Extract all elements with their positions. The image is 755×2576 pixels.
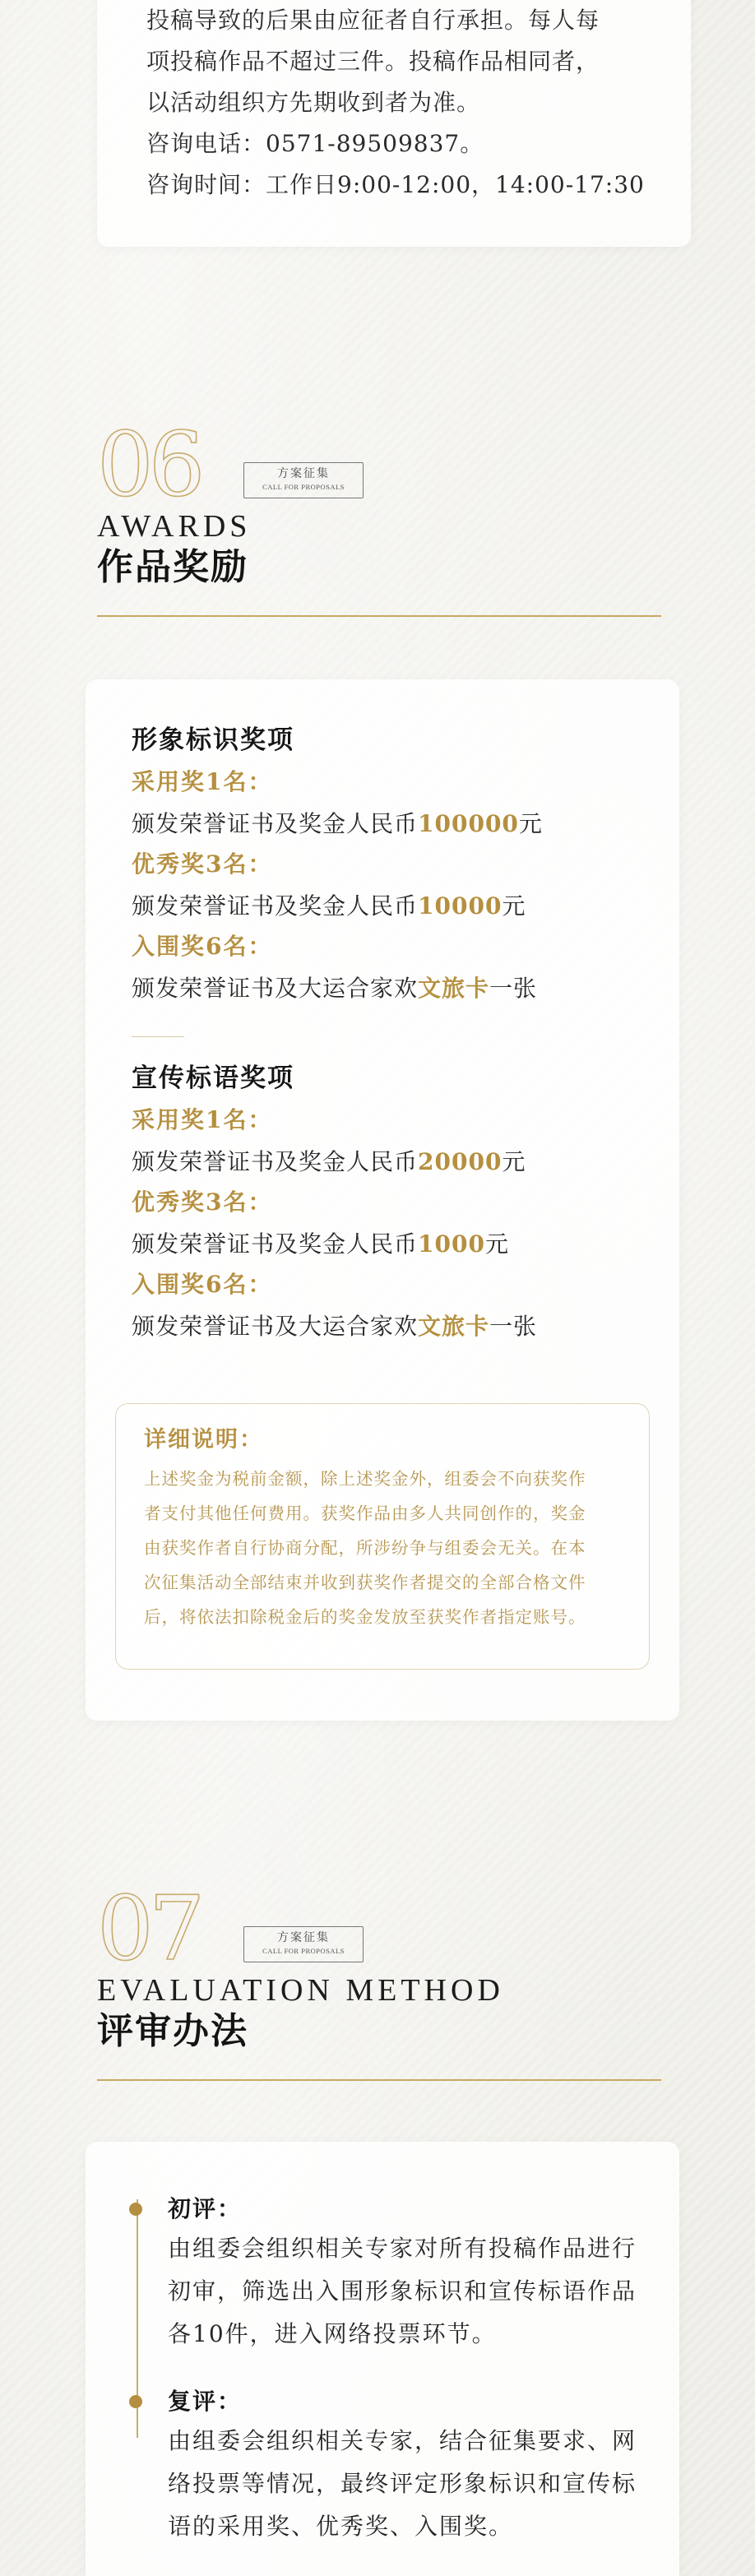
awards-section-header <box>97 414 661 622</box>
prize-description <box>132 883 633 929</box>
award-group-title: 形象标识奖项 <box>132 725 294 755</box>
prize-desc-suffix: 元 <box>484 1230 509 1258</box>
section-title-en: EVALUATION METHOD <box>97 1973 504 2008</box>
prize-amount: 文旅卡 <box>418 975 490 1002</box>
step-line: 由组委会组织相关专家对所有投稿作品进行 <box>168 2235 637 2262</box>
timeline-dot-icon <box>129 2395 142 2408</box>
step-line: 语的采用奖、优秀奖、入围奖。 <box>168 2513 514 2540</box>
prize-amount: 1000 <box>418 1230 485 1258</box>
details-note-box <box>115 1403 650 1670</box>
paragraph-line: 投稿导致的后果由应征者自行承担。每人每 <box>146 7 600 34</box>
step-line: 初审，筛选出入围形象标识和宣传标语作品 <box>168 2277 637 2305</box>
timeline-dot-icon <box>129 2203 142 2216</box>
note-line: 次征集活动全部结束并收到获奖作者提交的全部合格文件 <box>144 1573 586 1592</box>
prize-desc-suffix: 元 <box>502 892 526 920</box>
section-number: 06 <box>97 414 201 517</box>
section-divider <box>97 2079 661 2081</box>
evaluation-card <box>86 2142 679 2576</box>
award-group-title: 宣传标语奖项 <box>132 1063 294 1093</box>
evaluation-step <box>168 2191 638 2356</box>
section-tag-en: CALL FOR PROPOSALS <box>262 1947 345 1955</box>
prize-description <box>132 1221 633 1267</box>
prize-name: 优秀奖3名： <box>132 850 273 878</box>
prize-name: 采用奖1名： <box>132 768 273 795</box>
note-line: 上述奖金为税前金额，除上述奖金外，组委会不向获奖作 <box>144 1469 586 1489</box>
prize-name: 入围奖6名： <box>132 933 273 960</box>
paragraph-line: 以活动组织方先期收到者为准。 <box>146 89 481 116</box>
step-line: 由组委会组织相关专家，结合征集要求、网 <box>168 2427 637 2454</box>
contact-phone: 咨询电话：0571-89509837。 <box>146 130 484 157</box>
award-group <box>132 1060 633 1350</box>
section-tag-cn: 方案征集 <box>277 1931 330 1944</box>
section-tag <box>243 1926 364 1962</box>
section-tag <box>243 462 364 498</box>
prize-description <box>132 801 633 847</box>
contact-card <box>97 0 691 247</box>
prize-amount: 10000 <box>418 892 503 920</box>
section-divider <box>97 615 661 617</box>
prize-name: 采用奖1名： <box>132 1106 273 1133</box>
prize-description <box>132 1139 633 1185</box>
section-tag-cn: 方案征集 <box>277 467 330 480</box>
section-title-cn: 作品奖励 <box>97 546 248 588</box>
section-tag-en: CALL FOR PROPOSALS <box>262 483 345 491</box>
prize-description <box>132 966 633 1012</box>
evaluation-step <box>168 2384 638 2548</box>
prize-desc-text: 颁发荣誉证书及奖金人民币 <box>132 1230 419 1258</box>
prize-desc-text: 颁发荣誉证书及奖金人民币 <box>132 1148 419 1175</box>
prize-desc-text: 颁发荣誉证书及奖金人民币 <box>132 810 419 837</box>
prize-amount: 文旅卡 <box>418 1313 490 1340</box>
prize-desc-text: 颁发荣誉证书及大运合家欢 <box>132 1313 419 1340</box>
section-number: 07 <box>97 1878 201 1981</box>
prize-name: 入围奖6名： <box>132 1271 273 1298</box>
note-line: 者支付其他任何费用。获奖作品由多人共同创作的，奖金 <box>144 1503 586 1523</box>
note-line: 后，将依法扣除税金后的奖金发放至获奖作者指定账号。 <box>144 1607 586 1627</box>
prize-amount: 20000 <box>418 1148 503 1175</box>
award-group <box>132 722 633 1012</box>
contact-hours: 咨询时间：工作日9:00-12:00，14:00-17:30 <box>146 171 645 198</box>
prize-amount: 100000 <box>418 810 519 837</box>
step-title: 复评： <box>168 2388 243 2415</box>
prize-description <box>132 1304 633 1350</box>
section-title-en: AWARDS <box>97 509 252 544</box>
prize-desc-text: 颁发荣誉证书及大运合家欢 <box>132 975 419 1002</box>
note-line: 由获奖作者自行协商分配，所涉纷争与组委会无关。在本 <box>144 1538 586 1558</box>
note-title: 详细说明： <box>144 1427 263 1452</box>
prize-desc-suffix: 元 <box>502 1148 526 1175</box>
prize-name: 优秀奖3名： <box>132 1188 273 1216</box>
step-title: 初评： <box>168 2195 243 2222</box>
awards-card <box>86 679 679 1721</box>
prize-desc-suffix: 元 <box>518 810 543 837</box>
step-line: 各10件，进入网络投票环节。 <box>168 2320 497 2347</box>
paragraph-line: 项投稿作品不超过三件。投稿作品相同者， <box>146 48 600 75</box>
evaluation-section-header <box>97 1878 661 2086</box>
prize-desc-suffix: 一张 <box>489 1313 538 1340</box>
group-divider <box>132 1036 184 1037</box>
section-title-cn: 评审办法 <box>97 2010 248 2052</box>
prize-desc-suffix: 一张 <box>489 975 538 1002</box>
prize-desc-text: 颁发荣誉证书及奖金人民币 <box>132 892 419 920</box>
step-line: 络投票等情况，最终评定形象标识和宣传标 <box>168 2470 637 2497</box>
